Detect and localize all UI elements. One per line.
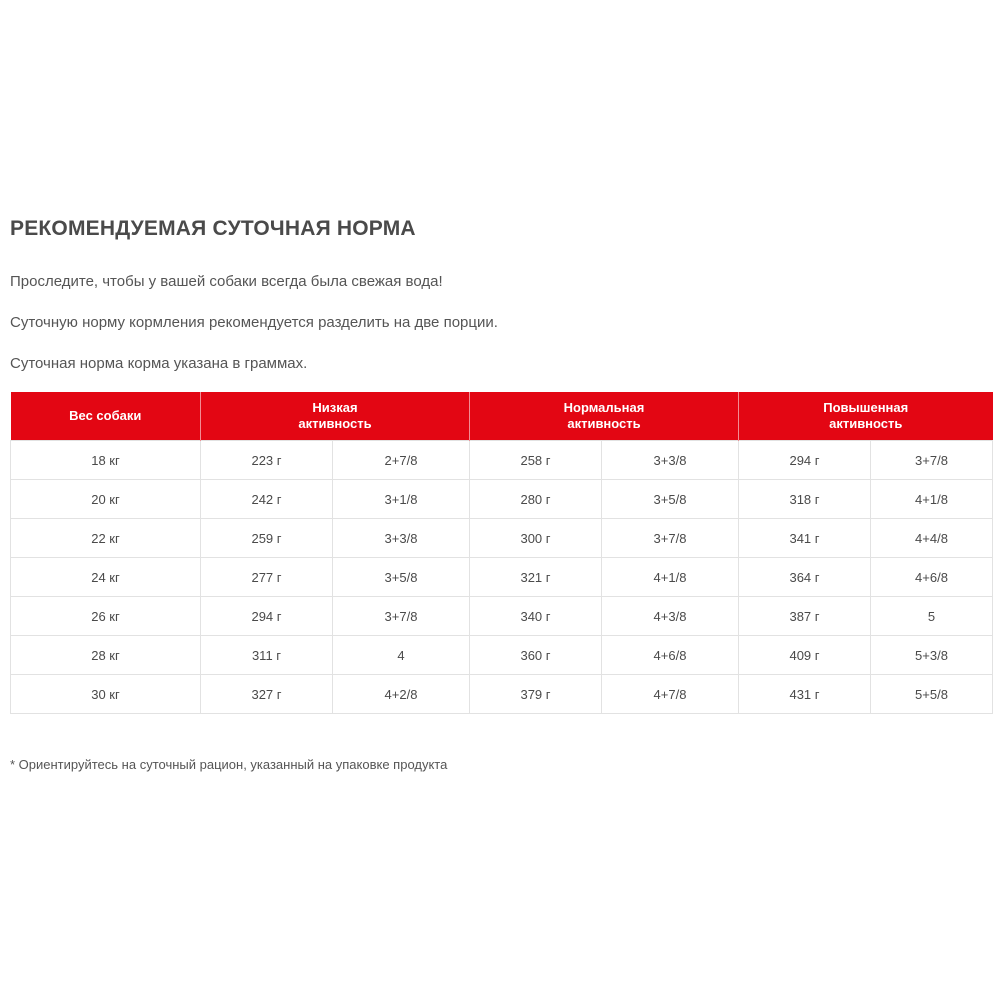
footnote: * Ориентируйтесь на суточный рацион, указанный на упаковке продукта: [10, 757, 448, 772]
portion-note: Суточную норму кормления рекомендуется разделить на две порции.: [10, 314, 498, 331]
cell-normal-cups: 3+3/8: [602, 441, 739, 480]
cell-high-grams: 431 г: [739, 675, 871, 714]
table-row: [11, 480, 993, 519]
cell-normal-grams: 258 г: [470, 441, 602, 480]
cell-low-cups: 2+7/8: [333, 441, 470, 480]
cell-normal-grams: 280 г: [470, 480, 602, 519]
cell-low-cups: 3+1/8: [333, 480, 470, 519]
cell-weight: 28 кг: [11, 636, 201, 675]
table-row: [11, 558, 993, 597]
water-note: Проследите, чтобы у вашей собаки всегда была свежая вода!: [10, 273, 443, 290]
cell-low-grams: 277 г: [201, 558, 333, 597]
cell-low-cups: 4: [333, 636, 470, 675]
cell-high-cups: 4+6/8: [871, 558, 993, 597]
cell-normal-cups: 4+6/8: [602, 636, 739, 675]
table-row: [11, 597, 993, 636]
header-weight: Вес собаки: [11, 392, 201, 441]
cell-normal-grams: 360 г: [470, 636, 602, 675]
cell-weight: 26 кг: [11, 597, 201, 636]
cell-high-cups: 3+7/8: [871, 441, 993, 480]
cell-weight: 18 кг: [11, 441, 201, 480]
cell-low-cups: 3+7/8: [333, 597, 470, 636]
table-header-row: [11, 392, 993, 441]
cell-normal-cups: 3+5/8: [602, 480, 739, 519]
cell-low-grams: 259 г: [201, 519, 333, 558]
cell-normal-cups: 3+7/8: [602, 519, 739, 558]
cell-normal-cups: 4+3/8: [602, 597, 739, 636]
header-high-activity: Повышенная активность: [739, 392, 993, 441]
cell-normal-cups: 4+1/8: [602, 558, 739, 597]
cell-high-cups: 5: [871, 597, 993, 636]
cell-weight: 20 кг: [11, 480, 201, 519]
cell-normal-cups: 4+7/8: [602, 675, 739, 714]
cell-low-grams: 242 г: [201, 480, 333, 519]
cell-high-cups: 5+3/8: [871, 636, 993, 675]
cell-low-cups: 3+3/8: [333, 519, 470, 558]
cell-low-grams: 223 г: [201, 441, 333, 480]
cell-normal-grams: 340 г: [470, 597, 602, 636]
cell-high-grams: 318 г: [739, 480, 871, 519]
cell-high-grams: 364 г: [739, 558, 871, 597]
cell-weight: 22 кг: [11, 519, 201, 558]
table-row: [11, 636, 993, 675]
cell-normal-grams: 321 г: [470, 558, 602, 597]
cell-weight: 30 кг: [11, 675, 201, 714]
header-low-activity: Низкая активность: [201, 392, 470, 441]
page-title: РЕКОМЕНДУЕМАЯ СУТОЧНАЯ НОРМА: [10, 217, 416, 240]
cell-low-grams: 327 г: [201, 675, 333, 714]
cell-low-grams: 294 г: [201, 597, 333, 636]
units-note: Суточная норма корма указана в граммах.: [10, 355, 308, 372]
table-row: [11, 519, 993, 558]
cell-high-cups: 4+1/8: [871, 480, 993, 519]
header-normal-activity: Нормальная активность: [470, 392, 739, 441]
cell-normal-grams: 300 г: [470, 519, 602, 558]
cell-high-grams: 387 г: [739, 597, 871, 636]
cell-high-cups: 5+5/8: [871, 675, 993, 714]
cell-high-cups: 4+4/8: [871, 519, 993, 558]
cell-high-grams: 341 г: [739, 519, 871, 558]
cell-normal-grams: 379 г: [470, 675, 602, 714]
table-row: [11, 675, 993, 714]
table-row: [11, 441, 993, 480]
cell-weight: 24 кг: [11, 558, 201, 597]
feeding-table: [10, 392, 993, 714]
cell-low-cups: 3+5/8: [333, 558, 470, 597]
cell-high-grams: 294 г: [739, 441, 871, 480]
cell-high-grams: 409 г: [739, 636, 871, 675]
cell-low-cups: 4+2/8: [333, 675, 470, 714]
cell-low-grams: 311 г: [201, 636, 333, 675]
